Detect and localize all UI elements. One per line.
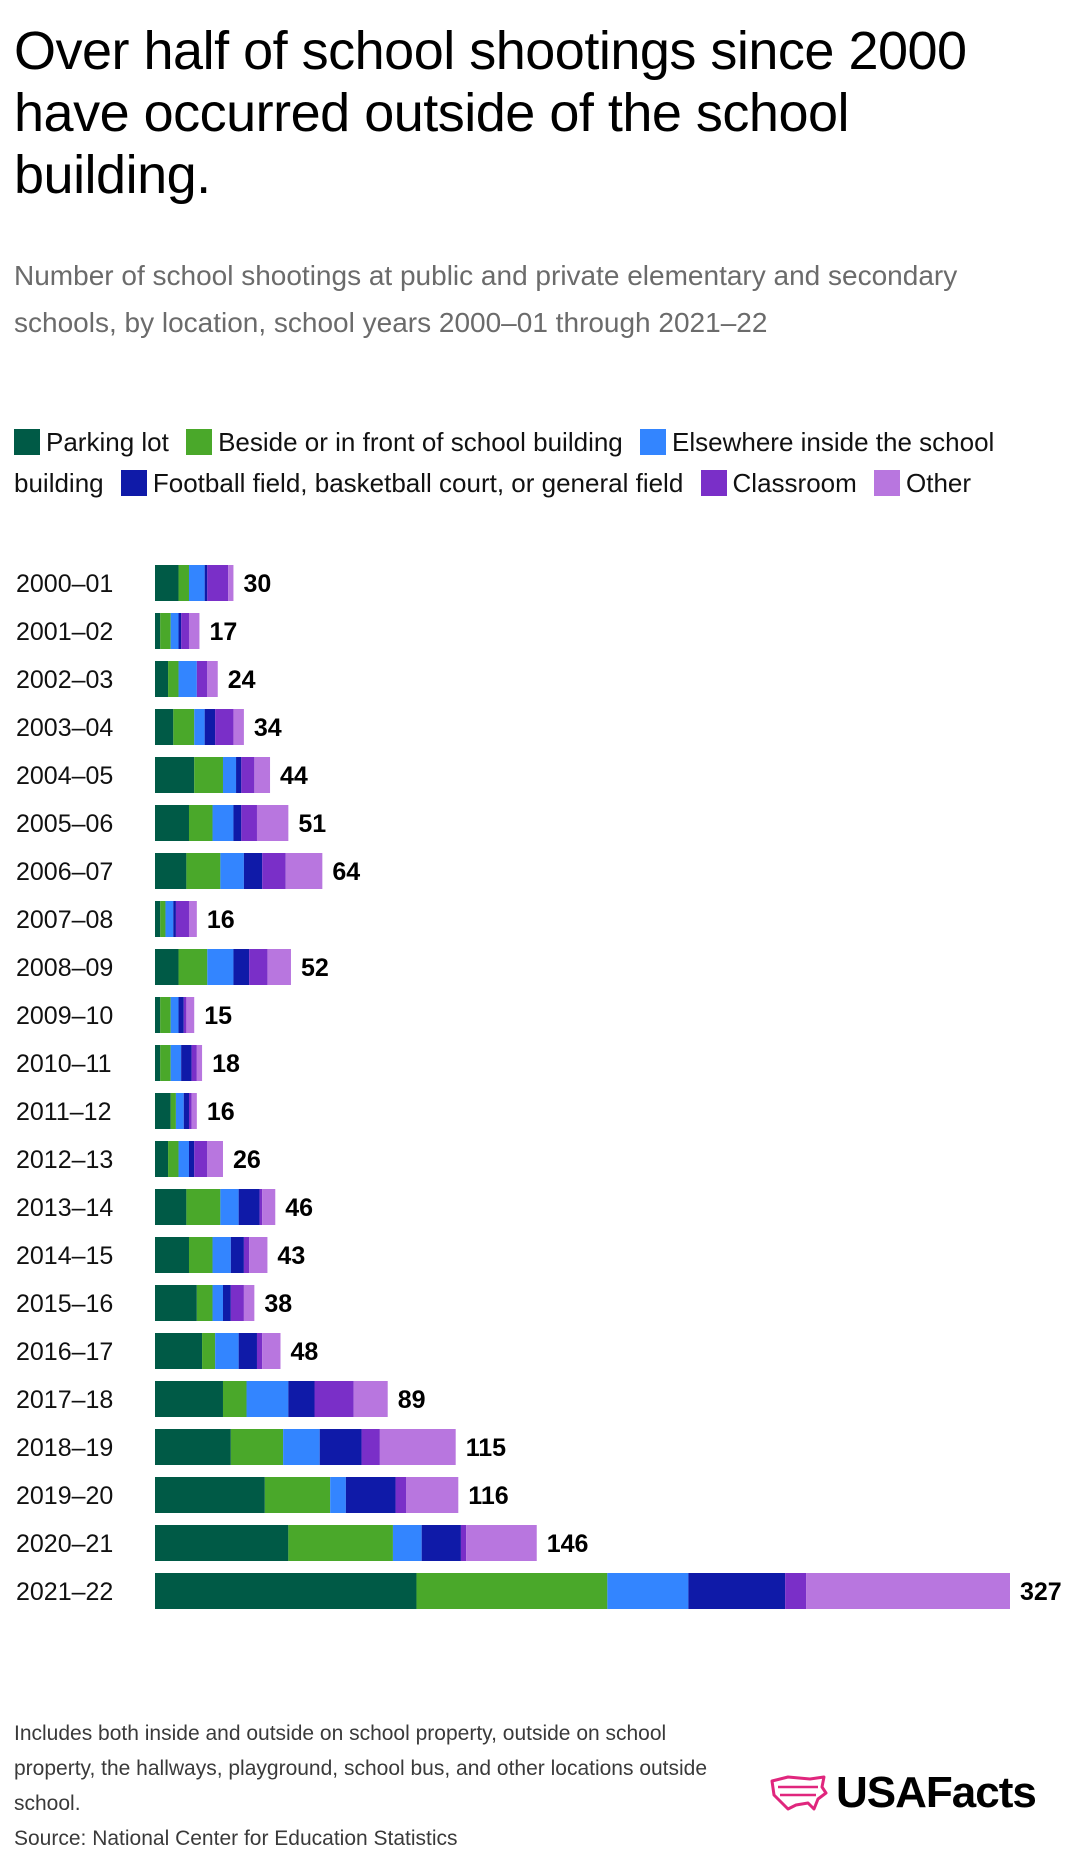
bar-segment <box>197 661 207 697</box>
bar-segment <box>207 565 228 601</box>
bar-segment <box>213 1237 231 1273</box>
bar-segment <box>330 1477 346 1513</box>
category-label: 2010–11 <box>16 1050 112 1078</box>
bar-segment <box>189 1141 194 1177</box>
bar-segment <box>192 1093 197 1129</box>
bar-segment <box>186 997 194 1033</box>
bar-segment <box>155 1573 416 1609</box>
bar-segment <box>160 901 165 937</box>
bar-segment <box>466 1525 537 1561</box>
bar-segment <box>155 853 186 889</box>
bar-segment <box>257 805 288 841</box>
bar-segment <box>155 709 173 745</box>
total-label: 327 <box>1020 1578 1062 1606</box>
bar-segment <box>244 853 262 889</box>
category-label: 2012–13 <box>16 1146 114 1174</box>
bar-segment <box>179 1141 189 1177</box>
bar-segment <box>155 757 194 793</box>
bar-segment <box>189 901 197 937</box>
total-label: 18 <box>212 1050 240 1078</box>
bar-segment <box>189 805 213 841</box>
category-label: 2001–02 <box>16 618 114 646</box>
bar-segment <box>155 1525 288 1561</box>
legend-label: Other <box>906 468 972 498</box>
bar-segment <box>184 997 187 1033</box>
category-label: 2005–06 <box>16 810 114 838</box>
bar-segment <box>220 1189 238 1225</box>
bar-segment <box>171 1045 181 1081</box>
bar-segment <box>380 1429 456 1465</box>
bar-segment <box>354 1381 388 1417</box>
bar-segment <box>422 1525 461 1561</box>
legend-item <box>121 468 683 498</box>
bar-segment <box>155 1141 168 1177</box>
category-label: 2017–18 <box>16 1386 114 1414</box>
bar-segment <box>168 661 178 697</box>
total-label: 26 <box>232 1146 261 1174</box>
bar-segment <box>416 1573 607 1609</box>
bar-segment <box>179 613 182 649</box>
legend-swatch <box>121 470 147 496</box>
bar-segment <box>197 1285 213 1321</box>
bar-segment <box>165 901 173 937</box>
bar-segment <box>207 1141 223 1177</box>
legend <box>14 422 1064 504</box>
bar-segment <box>155 1333 202 1369</box>
bar-segment <box>262 1189 275 1225</box>
bar-segment <box>155 997 160 1033</box>
bar-segment <box>173 901 176 937</box>
bar-segment <box>189 613 199 649</box>
bar-segment <box>320 1429 362 1465</box>
bar-segment <box>688 1573 785 1609</box>
category-label: 2018–19 <box>16 1434 114 1462</box>
bar-segment <box>155 1189 186 1225</box>
total-label: 52 <box>300 954 329 982</box>
total-label: 89 <box>397 1386 426 1414</box>
legend-item <box>874 468 971 498</box>
bar-segment <box>262 1333 280 1369</box>
category-label: 2003–04 <box>16 714 114 742</box>
total-label: 16 <box>206 906 235 934</box>
bar-segment <box>267 949 291 985</box>
total-label: 24 <box>227 666 256 694</box>
bar-segment <box>205 709 215 745</box>
bar-segment <box>213 805 234 841</box>
footnote: Includes both inside and outside on school property, outside on school property, the hallways, playground, school bus, and other locations outside school. <box>14 1722 708 1815</box>
total-label: 30 <box>243 570 272 598</box>
category-label: 2015–16 <box>16 1290 114 1318</box>
bar-segment <box>155 1429 231 1465</box>
legend-swatch <box>186 429 212 455</box>
legend-label: Beside or in front of school building <box>218 427 623 457</box>
usafacts-map-icon <box>770 1773 828 1813</box>
bar-segment <box>244 1237 249 1273</box>
bar-segment <box>233 949 249 985</box>
bar-segment <box>155 565 179 601</box>
bar-segment <box>192 1045 197 1081</box>
total-label: 46 <box>285 1194 314 1222</box>
bar-segment <box>181 613 189 649</box>
bar-segment <box>160 1045 170 1081</box>
legend-swatch <box>701 470 727 496</box>
bar-segment <box>155 1093 171 1129</box>
bar-segment <box>215 1333 239 1369</box>
total-label: 64 <box>332 858 361 886</box>
bar-segment <box>202 1333 215 1369</box>
total-label: 17 <box>209 618 238 646</box>
bar-segment <box>406 1477 458 1513</box>
bar-segment <box>231 1429 283 1465</box>
stacked-bar-chart <box>0 560 1080 1630</box>
total-label: 16 <box>206 1098 235 1126</box>
bar-segment <box>171 997 179 1033</box>
bar-segment <box>231 1285 244 1321</box>
total-label: 34 <box>253 714 282 742</box>
bar-segment <box>194 1141 207 1177</box>
bar-segment <box>228 565 233 601</box>
total-label: 38 <box>264 1290 293 1318</box>
bar-segment <box>171 1093 176 1129</box>
bar-segment <box>155 805 189 841</box>
category-label: 2007–08 <box>16 906 114 934</box>
chart-subtitle: Number of school shootings at public and private elementary and secondary schools, by location, school years 2000–01 through 2021–22 <box>14 260 958 338</box>
category-label: 2013–14 <box>16 1194 114 1222</box>
category-label: 2006–07 <box>16 858 114 886</box>
bar-segment <box>155 1381 223 1417</box>
legend-item <box>701 468 857 498</box>
legend-swatch <box>874 470 900 496</box>
bar-segment <box>179 997 184 1033</box>
bar-segment <box>179 661 197 697</box>
bar-segment <box>194 757 223 793</box>
bar-segment <box>186 1189 220 1225</box>
usafacts-logo <box>770 1768 1036 1818</box>
bar-segment <box>362 1429 380 1465</box>
bar-segment <box>189 1237 213 1273</box>
legend-swatch <box>14 429 40 455</box>
legend-item <box>14 427 169 457</box>
bar-segment <box>184 1093 189 1129</box>
bar-segment <box>314 1381 353 1417</box>
category-label: 2016–17 <box>16 1338 114 1366</box>
bar-segment <box>607 1573 688 1609</box>
chart-title: Over half of school shootings since 2000 have occurred outside of the school building. <box>14 21 967 205</box>
category-label: 2011–12 <box>16 1098 112 1126</box>
bar-segment <box>286 853 323 889</box>
bar-segment <box>171 613 179 649</box>
bar-segment <box>213 1285 223 1321</box>
bar-segment <box>283 1429 320 1465</box>
total-label: 51 <box>298 810 327 838</box>
bar-segment <box>239 1189 260 1225</box>
bar-segment <box>155 949 179 985</box>
bar-segment <box>241 805 257 841</box>
bar-segment <box>247 1381 289 1417</box>
logo-text: USAFacts <box>836 1768 1036 1817</box>
bar-segment <box>155 1237 189 1273</box>
bar-segment <box>223 757 236 793</box>
total-label: 44 <box>280 762 308 790</box>
bar-segment <box>197 1045 202 1081</box>
bar-segment <box>220 853 244 889</box>
bar-segment <box>785 1573 806 1609</box>
bar-segment <box>233 709 243 745</box>
bar-segment <box>179 565 189 601</box>
total-label: 43 <box>277 1242 306 1270</box>
bar-segment <box>244 1285 254 1321</box>
bar-segment <box>168 1141 178 1177</box>
source-note: Source: National Center for Education Statistics <box>14 1827 458 1850</box>
bar-segment <box>215 709 233 745</box>
total-label: 146 <box>546 1530 589 1558</box>
bar-segment <box>155 1045 160 1081</box>
total-label: 115 <box>465 1434 507 1462</box>
category-label: 2014–15 <box>16 1242 114 1270</box>
bar-segment <box>155 1477 265 1513</box>
bar-segment <box>806 1573 1010 1609</box>
category-label: 2021–22 <box>16 1578 114 1606</box>
bar-segment <box>265 1477 330 1513</box>
bar-segment <box>176 901 189 937</box>
category-label: 2008–09 <box>16 954 114 982</box>
legend-label: Football field, basketball court, or general field <box>152 468 684 498</box>
bar-segment <box>262 853 286 889</box>
bar-segment <box>260 1189 263 1225</box>
bar-segment <box>231 1237 244 1273</box>
bar-segment <box>254 757 270 793</box>
category-label: 2020–21 <box>16 1530 114 1558</box>
bar-segment <box>155 1285 197 1321</box>
total-label: 48 <box>290 1338 319 1366</box>
bar-segment <box>186 853 220 889</box>
bar-segment <box>155 901 160 937</box>
bar-segment <box>205 565 208 601</box>
legend-label: Elsewhere inside the school building <box>14 427 995 498</box>
bar-segment <box>461 1525 466 1561</box>
bar-segment <box>194 709 204 745</box>
bar-segment <box>239 1333 257 1369</box>
bar-segment <box>155 613 160 649</box>
bar-segment <box>396 1477 406 1513</box>
bar-segment <box>288 1381 314 1417</box>
bar-segment <box>223 1285 231 1321</box>
total-label: 15 <box>204 1002 233 1030</box>
bar-segment <box>207 661 217 697</box>
legend-item <box>186 427 623 457</box>
bar-segment <box>241 757 254 793</box>
bar-segment <box>160 997 170 1033</box>
bar-segment <box>249 1237 267 1273</box>
bar-segment <box>173 709 194 745</box>
legend-swatch <box>640 429 666 455</box>
category-label: 2009–10 <box>16 1002 114 1030</box>
category-label: 2002–03 <box>16 666 114 694</box>
bar-segment <box>288 1525 393 1561</box>
total-label: 116 <box>468 1482 509 1510</box>
bar-segment <box>189 1093 192 1129</box>
bar-segment <box>160 613 170 649</box>
bar-segment <box>346 1477 396 1513</box>
bar-segment <box>155 661 168 697</box>
legend-label: Classroom <box>732 468 857 498</box>
bar-segment <box>249 949 267 985</box>
bar-segment <box>207 949 233 985</box>
bar-segment <box>236 757 241 793</box>
bar-segment <box>393 1525 422 1561</box>
bar-segment <box>176 1093 184 1129</box>
bar-segment <box>181 1045 191 1081</box>
category-label: 2004–05 <box>16 762 114 790</box>
bar-segment <box>233 805 241 841</box>
category-label: 2000–01 <box>16 570 114 598</box>
bar-segment <box>189 565 205 601</box>
legend-label: Parking lot <box>46 427 169 457</box>
bar-segment <box>223 1381 247 1417</box>
bar-segment <box>257 1333 262 1369</box>
category-label: 2019–20 <box>16 1482 114 1510</box>
bar-segment <box>179 949 208 985</box>
